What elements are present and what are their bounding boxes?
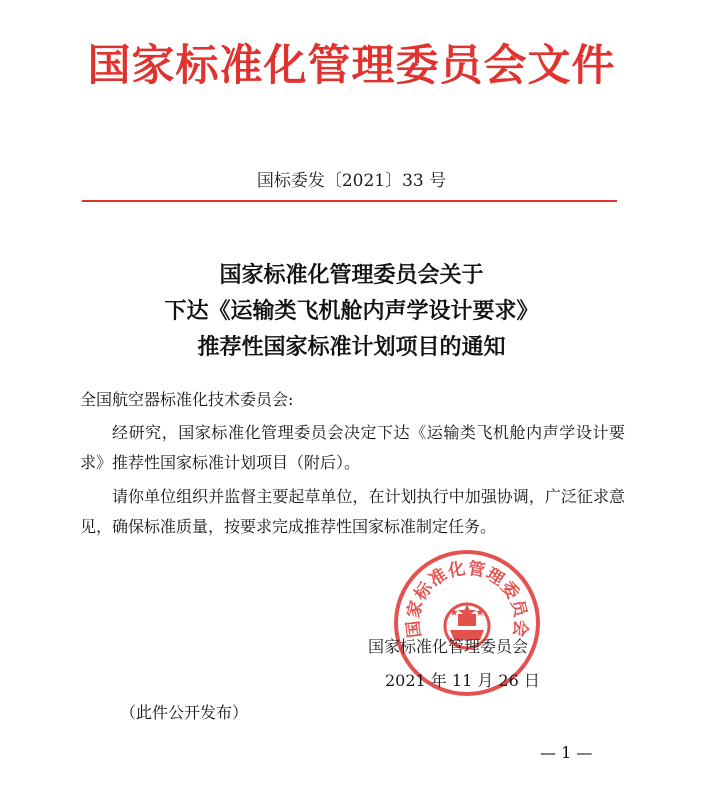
page-number: — 1 — [540,743,593,762]
title-line-1: 国家标准化管理委员会关于 [219,262,484,288]
body-paragraph-2: 请你单位组织并监督主要起草单位，在计划执行中加强协调，广泛征求意见，确保标准质量，按要求完成推荐性国家标准制定任务。 [80,487,625,536]
issue-date: 2021 年 11 月 26 日 [385,671,540,690]
title-line-3: 推荐性国家标准计划项目的通知 [197,334,506,360]
title-line-2: 下达《运输类飞机舱内声学设计要求》 [164,298,539,324]
red-divider [82,200,617,202]
body-paragraph-1: 经研究，国家标准化管理委员会决定下达《运输类飞机舱内声学设计要求》推荐性国家标准计划项目（附后）。 [80,423,625,472]
document-number: 国标委发〔2021〕33 号 [256,171,447,191]
seal-text: 国家标准化管理委员会 [403,558,531,639]
issuer-name: 国家标准化管理委员会 [368,637,529,656]
notice-title [0,257,703,365]
masthead-title: 国家标准化管理委员会文件 [87,41,616,91]
salutation: 全国航空器标准化技术委员会: [80,390,294,409]
public-release-note: （此件公开发布） [120,703,249,722]
